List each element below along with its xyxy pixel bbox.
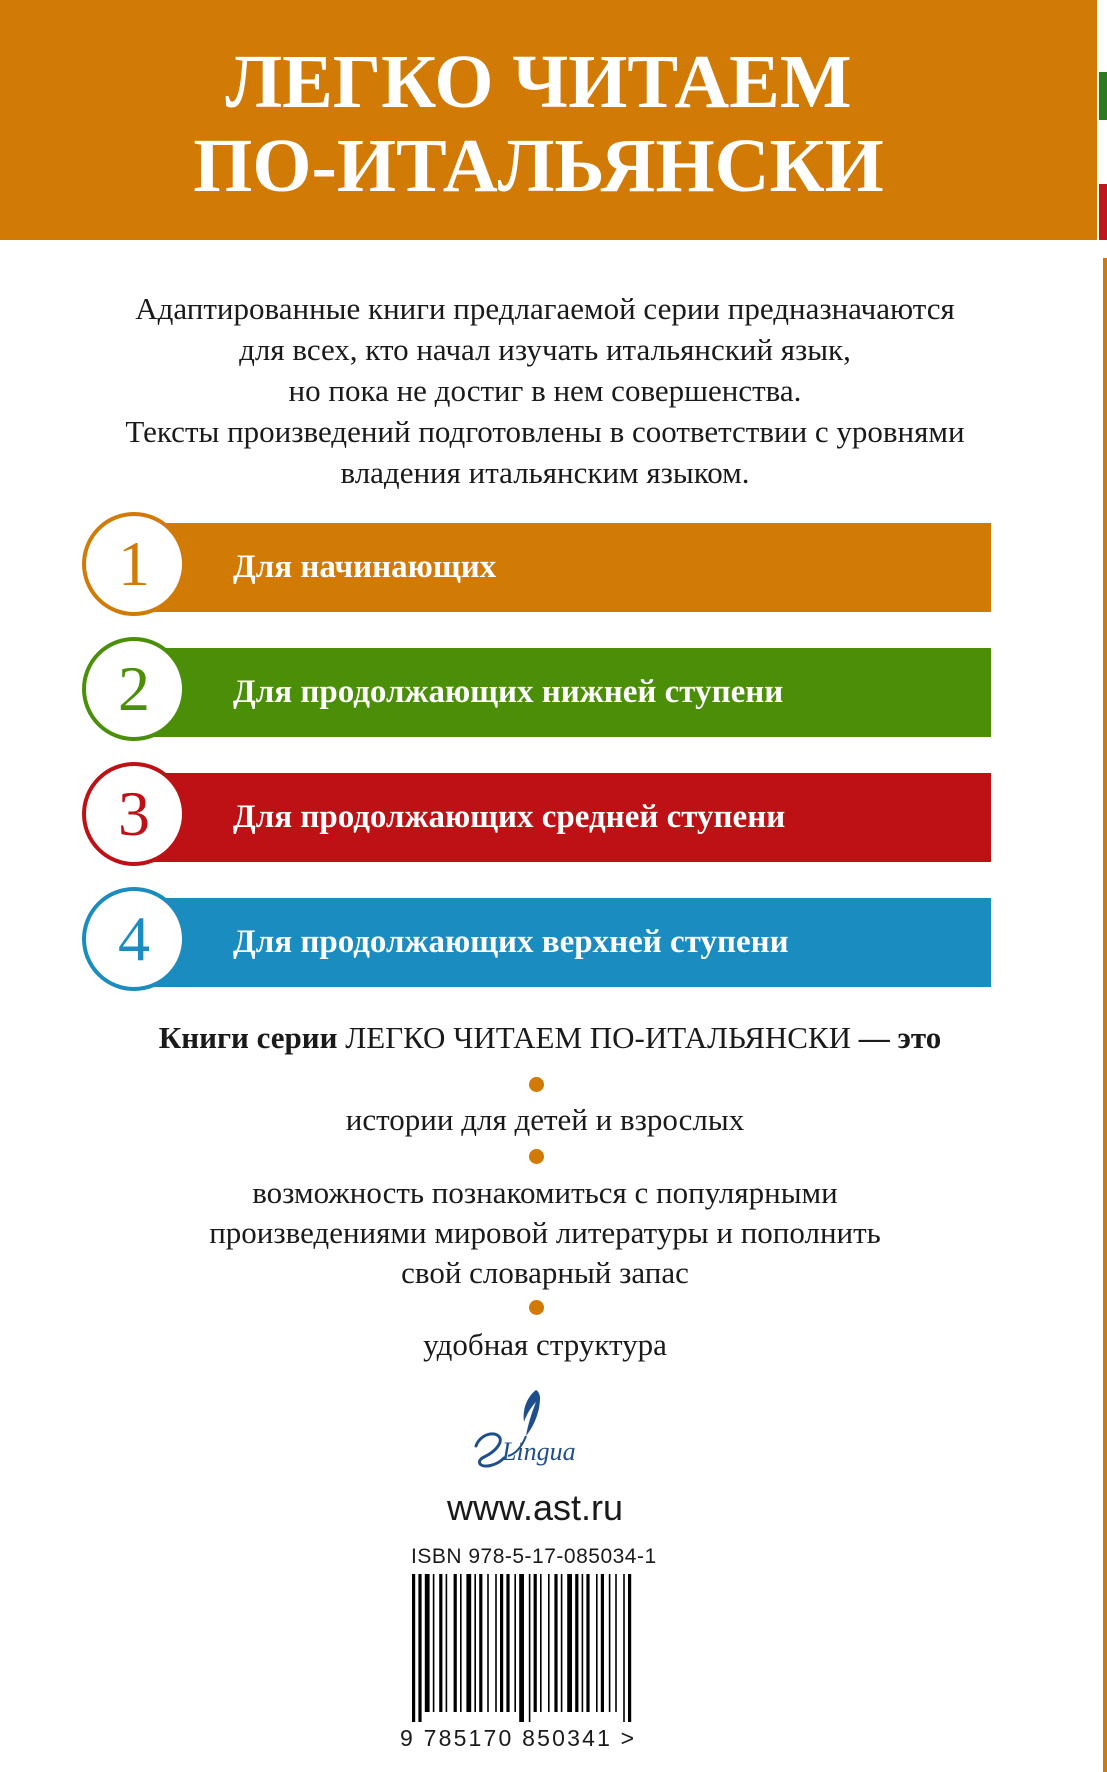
flag-red-stripe <box>1099 184 1107 240</box>
feature-line: свой словарный запас <box>401 1255 689 1290</box>
intro-line: Адаптированные книги предлагаемой серии предназначаются <box>135 291 955 326</box>
intro-line: для всех, кто начал изучать итальянский язык, <box>239 332 851 367</box>
level-1-bar <box>132 523 991 612</box>
spine-edge <box>1097 0 1107 1772</box>
barcode-bar <box>519 1574 524 1722</box>
barcode-bar <box>446 1574 448 1712</box>
barcode-bar <box>514 1574 516 1712</box>
series-title-line-2: ПО-ИТАЛЬЯНСКИ <box>193 124 884 208</box>
level-4 <box>82 887 991 987</box>
lingua-logo-text: Lingua <box>502 1437 576 1466</box>
barcode-bar <box>582 1574 584 1712</box>
cover-header <box>0 0 1097 240</box>
flag-white-stripe <box>1099 120 1107 184</box>
level-1-label: Для начинающих <box>233 549 497 585</box>
intro-line: но пока не достиг в нем совершенства. <box>288 373 802 408</box>
series-heading-suffix: — это <box>851 1020 942 1055</box>
feature-line: удобная структура <box>423 1327 667 1362</box>
barcode-bar <box>479 1574 482 1712</box>
intro-line: владения итальянским языком. <box>340 455 750 490</box>
barcode-bar <box>548 1574 550 1712</box>
barcode-bar <box>433 1574 435 1712</box>
level-3-label: Для продолжающих средней ступени <box>233 799 786 835</box>
barcode-bar <box>439 1574 442 1712</box>
spine-orange-line <box>1103 258 1107 1772</box>
feature-line: возможность познакомиться с популярными <box>252 1175 838 1210</box>
lingua-logo <box>470 1386 600 1476</box>
level-2-label: Для продолжающих нижней ступени <box>233 674 784 710</box>
barcode-bar <box>596 1574 598 1712</box>
barcode-bar <box>425 1574 430 1712</box>
level-2-number-badge: 2 <box>82 637 186 741</box>
intro-line: Тексты произведений подготовлены в соответствии с уровнями <box>125 414 965 449</box>
barcode-bar <box>609 1574 611 1712</box>
barcode-bar <box>561 1574 563 1712</box>
barcode-bar <box>412 1574 415 1722</box>
feature-item <box>40 1325 1050 1365</box>
feature-line: произведениями мировой литературы и пополнить <box>209 1215 881 1250</box>
barcode-bar <box>540 1574 542 1712</box>
level-1-number-badge: 1 <box>82 512 186 616</box>
barcode-bar <box>418 1574 421 1722</box>
barcode-bar <box>454 1574 457 1712</box>
barcode-bar <box>460 1574 462 1712</box>
barcode-bar <box>601 1574 604 1712</box>
series-heading-name: ЛЕГКО ЧИТАЕМ ПО-ИТАЛЬЯНСКИ <box>345 1020 851 1055</box>
isbn-label: ISBN 978-5-17-085034-1 <box>411 1545 657 1568</box>
barcode-bar <box>586 1574 589 1712</box>
bullet-dot <box>529 1300 544 1315</box>
level-1 <box>82 512 991 612</box>
barcode-bar <box>554 1574 557 1712</box>
barcode-bar <box>567 1574 572 1712</box>
barcode-bar <box>500 1574 503 1712</box>
barcode-bar <box>495 1574 497 1712</box>
level-4-number-badge: 4 <box>82 887 186 991</box>
barcode-digits: 9 785170 850341 > <box>400 1725 637 1751</box>
barcode-bar <box>466 1574 471 1712</box>
series-title-line-1: ЛЕГКО ЧИТАЕМ <box>225 40 852 124</box>
barcode-bar <box>623 1574 625 1722</box>
barcode-bar <box>529 1574 531 1722</box>
flag-green-stripe <box>1099 72 1107 120</box>
barcode-bar <box>615 1574 617 1712</box>
intro-paragraph <box>40 288 1050 493</box>
barcode <box>408 1574 668 1724</box>
barcode-bar <box>575 1574 578 1712</box>
level-4-bar <box>132 898 991 987</box>
series-heading <box>30 1018 1070 1058</box>
series-heading-prefix: Книги серии <box>158 1020 346 1055</box>
bullet-dot <box>529 1149 544 1164</box>
barcode-bar <box>534 1574 537 1712</box>
level-2 <box>82 637 991 737</box>
feature-line: истории для детей и взрослых <box>345 1102 745 1137</box>
level-4-label: Для продолжающих верхней ступени <box>233 924 789 960</box>
level-3-bar <box>132 773 991 862</box>
barcode-bar <box>506 1574 509 1712</box>
barcode-bar <box>487 1574 489 1712</box>
series-title <box>89 32 989 208</box>
publisher-website: www.ast.ru <box>446 1487 624 1528</box>
barcode-bar <box>474 1574 476 1712</box>
level-3 <box>82 762 991 862</box>
barcode-bar <box>628 1574 631 1722</box>
feature-item <box>40 1100 1050 1140</box>
level-2-bar <box>132 648 991 737</box>
feature-item <box>40 1173 1050 1293</box>
level-3-number-badge: 3 <box>82 762 186 866</box>
bullet-dot <box>529 1077 544 1092</box>
